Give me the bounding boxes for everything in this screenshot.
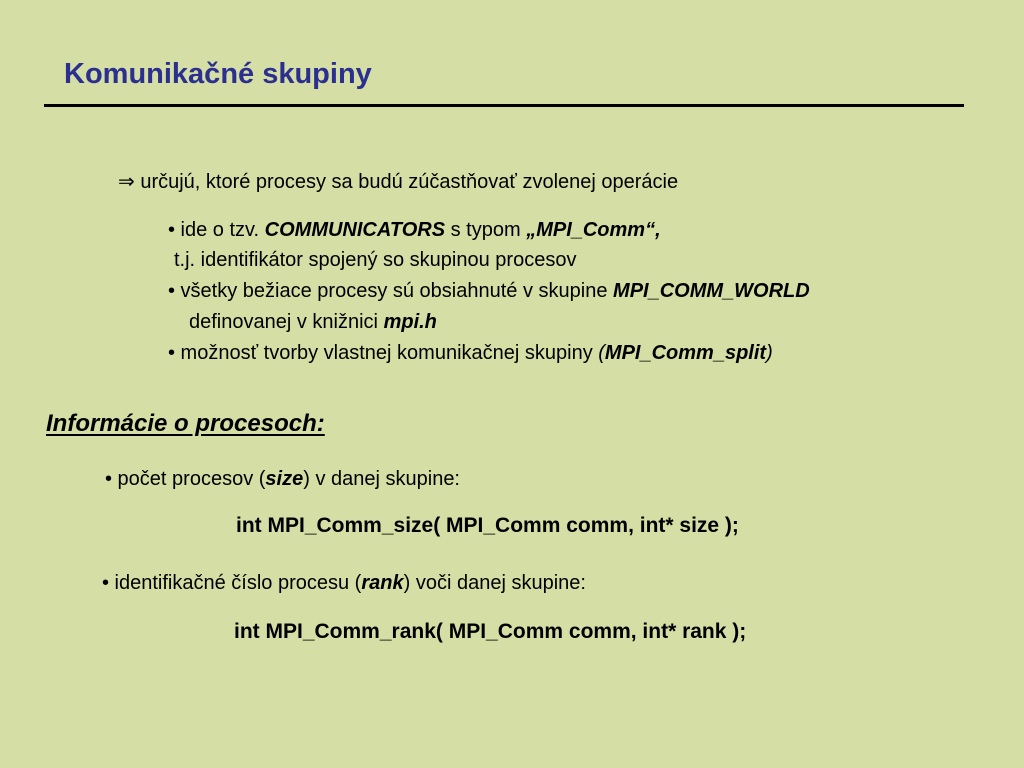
term-mpi-h: mpi.h	[383, 311, 437, 333]
bullet-line-communicators	[168, 218, 661, 242]
section-heading: Informácie o procesoch:	[46, 410, 325, 437]
implies-arrow-icon: ⇒	[118, 171, 135, 193]
line-text: • možnosť tvorby vlastnej komunikačnej skupiny	[168, 342, 599, 364]
term-size: size	[265, 468, 304, 490]
open-paren: (	[598, 342, 605, 364]
line-text: s typom	[445, 219, 527, 241]
continuation-line-identifier: t.j. identifikátor spojený so skupinou procesov	[174, 249, 577, 271]
bullet-line-purpose	[118, 170, 678, 194]
line-text: definovanej v knižnici	[189, 311, 384, 333]
slide-title: Komunikačné skupiny	[64, 58, 372, 90]
bullet-line-rank	[102, 571, 586, 595]
term-mpi-comm-world: MPI_COMM_WORLD	[613, 280, 810, 302]
term-mpi-comm-split: MPI_Comm_split	[604, 342, 767, 364]
line-text: • ide o tzv.	[168, 219, 265, 241]
line-text: ) voči danej skupine:	[403, 572, 586, 594]
term-communicators: COMMUNICATORS	[264, 219, 446, 241]
bullet-line-comm-world	[168, 279, 810, 303]
code-mpi-comm-size: int MPI_Comm_size( MPI_Comm comm, int* size );	[236, 514, 739, 537]
code-mpi-comm-rank: int MPI_Comm_rank( MPI_Comm comm, int* rank );	[234, 620, 747, 643]
title-divider	[44, 104, 964, 107]
bullet-line-size	[105, 467, 460, 491]
close-paren: )	[766, 342, 773, 364]
line-text: určujú, ktoré procesy sa budú zúčastňovať zvolenej operácie	[134, 171, 679, 193]
term-rank: rank	[361, 572, 404, 594]
line-text: • počet procesov (	[105, 468, 266, 490]
type-mpi-comm: „MPI_Comm“,	[526, 219, 661, 241]
line-text: • všetky bežiace procesy sú obsiahnuté v skupine	[168, 280, 614, 302]
continuation-line-library	[189, 310, 437, 334]
line-text: • identifikačné číslo procesu (	[102, 572, 362, 594]
line-text: ) v danej skupine:	[303, 468, 460, 490]
bullet-line-custom-group	[168, 341, 773, 365]
